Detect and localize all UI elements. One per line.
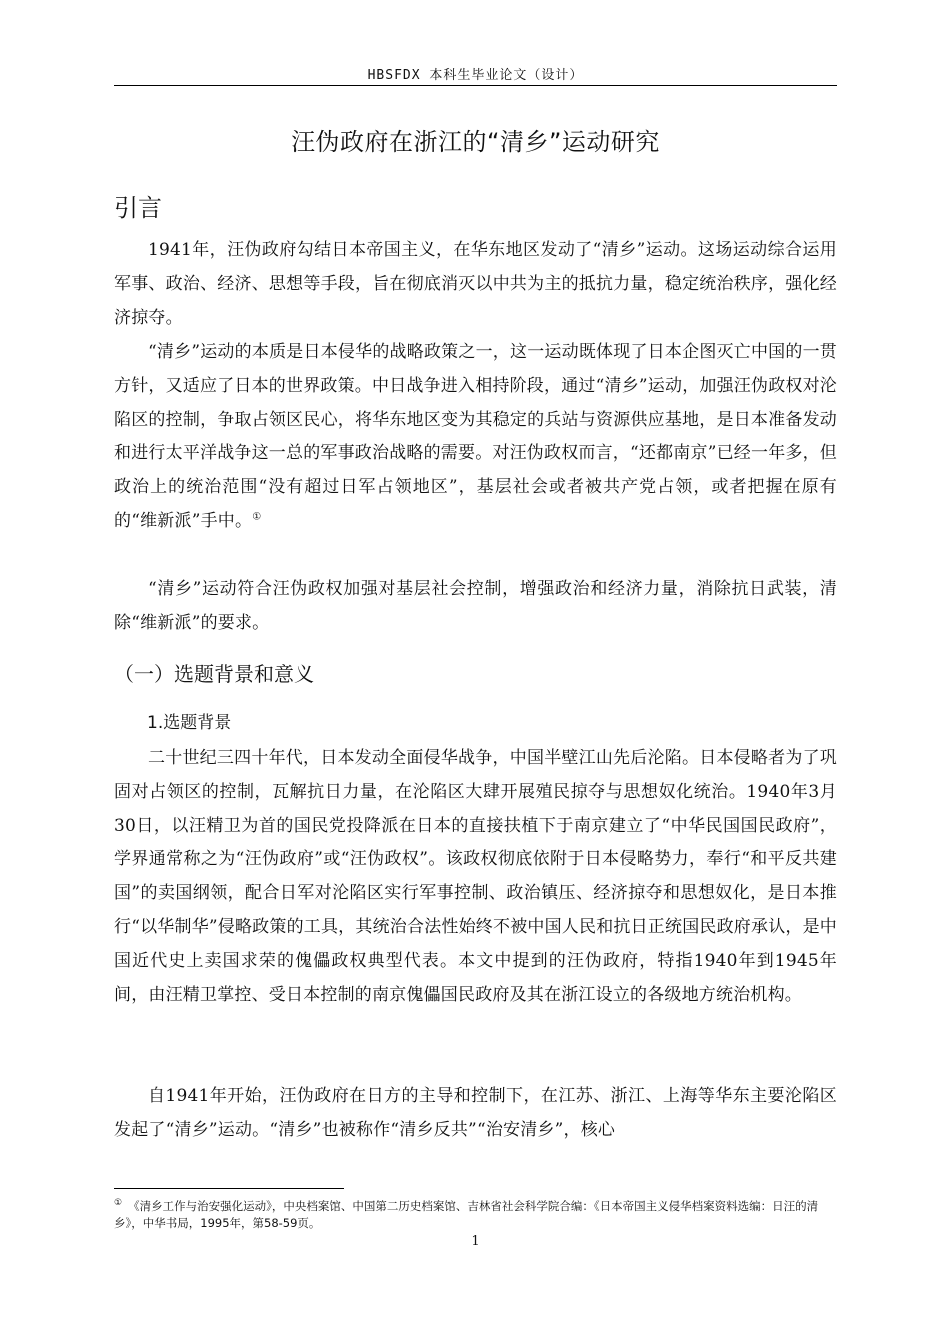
intro-paragraph-1: 1941年，汪伪政府勾结日本帝国主义，在华东地区发动了“清乡”运动。这场运动综合运用军事、政治、经济、思想等手段，旨在彻底消灭以中共为主的抵抗力量，稳定统治秩序，强化经济掠夺。 bbox=[114, 240, 837, 328]
footnote-rule bbox=[114, 1188, 344, 1189]
footnote-marker[interactable]: ① bbox=[252, 511, 262, 523]
subsection-heading: 1.选题背景 bbox=[147, 713, 232, 733]
intro-paragraph-3: “清乡”运动符合汪伪政权加强对基层社会控制，增强政治和经济力量，消除抗日武装，清除“维新派”的要求。 bbox=[114, 579, 837, 633]
page-number: 1 bbox=[471, 1234, 480, 1249]
header-rule bbox=[114, 85, 837, 86]
intro-paragraph-2: “清乡”运动的本质是日本侵华的战略政策之一，这一运动既体现了日本企图灭亡中国的一贯方针，又适应了日本的世界政策。中日战争进入相持阶段，通过“清乡”运动，加强汪伪政权对沦陷区的控制，争取占领区民心，将华东地区变为其稳定的兵站与资源供应基地，是日本准备发动和进行太平洋战争这一总的军事政治战略的需要。对汪伪政权而言，“还都南京”已经一年多，但政治上的统治范围“没有超过日军占领地区”，基层社会或者被共产党占领，或者把握在原有的“维新派”手中。① bbox=[114, 342, 837, 531]
page-header: HBSFDX 本科生毕业论文（设计） bbox=[367, 68, 584, 83]
footnote-number: ① bbox=[114, 1198, 123, 1209]
document-title: 汪伪政府在浙江的“清乡”运动研究 bbox=[291, 128, 660, 156]
footnote bbox=[114, 1198, 837, 1232]
section-heading: （一）选题背景和意义 bbox=[114, 662, 314, 686]
section-paragraph-1: 二十世纪三四十年代，日本发动全面侵华战争，中国半壁江山先后沦陷。日本侵略者为了巩固对占领区的控制，瓦解抗日力量，在沦陷区大肆开展殖民掠夺与思想奴化统治。1940年3月30日，以汪精卫为首的国民党投降派在日本的直接扶植下于南京建立了“中华民国国民政府”，学界通常称之为“汪伪政府”或“汪伪政权”。该政权彻底依附于日本侵略势力，奉行“和平反共建国”的卖国纲领，配合日军对沦陷区实行军事控制、政治镇压、经济掠夺和思想奴化，是日本推行“以华制华”侵略政策的工具，其统治合法性始终不被中国人民和抗日正统国民政府承认，是中国近代史上卖国求荣的傀儡政权典型代表。本文中提到的汪伪政府，特指1940年到1945年间，由汪精卫掌控、受日本控制的南京傀儡国民政府及其在浙江设立的各级地方统治机构。 bbox=[114, 748, 837, 1005]
footnote-text: 《清乡工作与治安强化运动》，中央档案馆、中国第二历史档案馆、吉林省社会科学院合编：《日本帝国主义侵华档案资料选编：日汪的清乡》，中华书局，1995年，第58-59页。 bbox=[114, 1199, 819, 1230]
section-paragraph-2: 自1941年开始，汪伪政府在日方的主导和控制下，在江苏、浙江、上海等华东主要沦陷区发起了“清乡”运动。“清乡”也被称作“清乡反共”“治安清乡”，核心 bbox=[114, 1086, 837, 1140]
intro-heading: 引言 bbox=[114, 194, 162, 222]
